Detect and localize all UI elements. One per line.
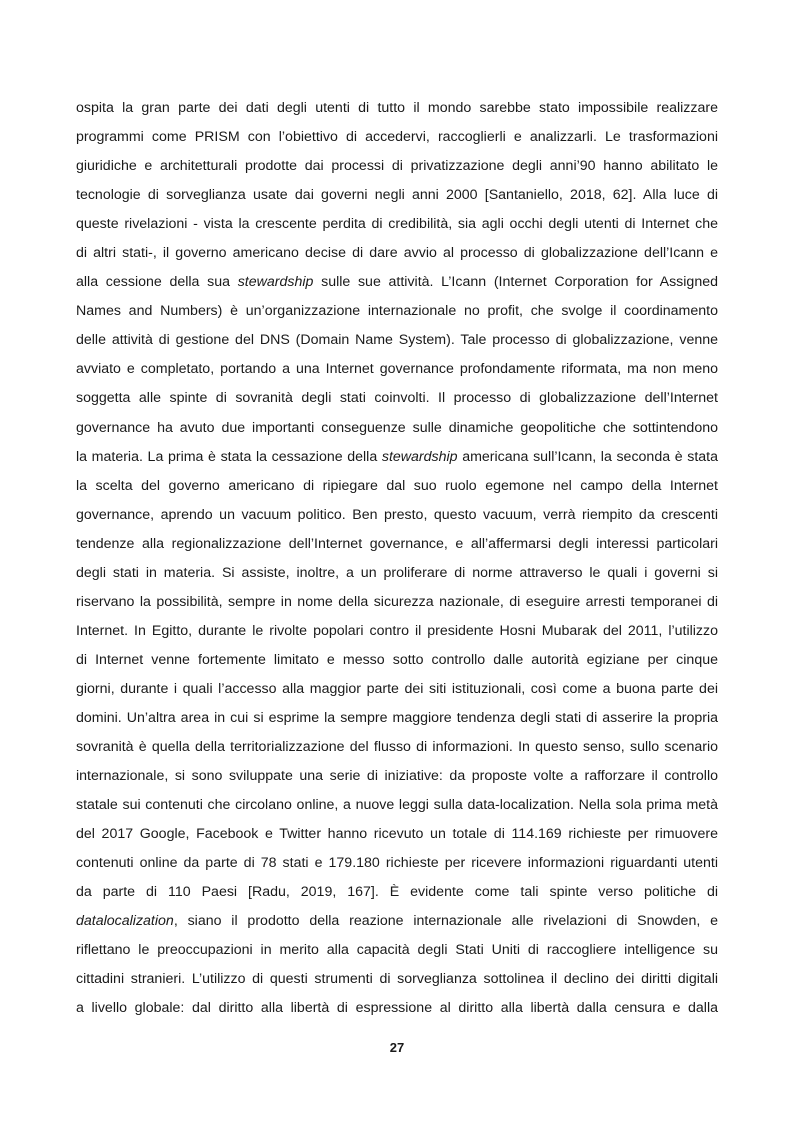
text-run: americana sull’Icann, la seconda è stata: [457, 448, 719, 465]
text-line: [76, 472, 718, 501]
text-line: [76, 588, 718, 617]
text-run: sovranità è quella della territorializzazione del flusso di informazioni. In questo senso, sullo scenario: [76, 739, 718, 756]
text-run: di Internet venne fortemente limitato e messo sotto controllo dalle autorità egiziane per cinque: [76, 651, 718, 668]
text-run: tendenze alla regionalizzazione dell’Internet governance, e all’affermarsi degli interessi particolari: [76, 535, 718, 552]
text-line: [76, 152, 718, 181]
text-run: avviato e completato, portando a una Internet governance profondamente riformata, ma non meno: [76, 361, 718, 378]
text-run: riservano la possibilità, sempre in nome della sicurezza nazionale, di eseguire arresti temporanei di: [76, 593, 718, 610]
text-run: alla cessione della sua: [76, 274, 238, 291]
body-text: [76, 94, 718, 1024]
text-line: [76, 501, 718, 530]
text-line: [76, 239, 718, 268]
text-run: queste rivelazioni - vista la crescente perdita di credibilità, sia agli occhi degli utenti di Internet che: [76, 216, 718, 233]
text-line: [76, 268, 718, 297]
text-run: cittadini stranieri. L’utilizzo di questi strumenti di sorveglianza sottolinea il declino dei diritti digitali: [76, 971, 718, 988]
text-run: degli stati in materia. Si assiste, inoltre, a un proliferare di norme attraverso le quali i governi si: [76, 564, 718, 581]
text-run: governance ha avuto due importanti conseguenze sulle dinamiche geopolitiche che sottintendono: [76, 419, 718, 436]
text-line: [76, 326, 718, 355]
text-run: statale sui contenuti che circolano online, a nuove leggi sulla data-localization. Nella sola prima metà: [76, 797, 718, 814]
text-run: Names and Numbers) è un’organizzazione internazionale no profit, che svolge il coordinamento: [76, 303, 718, 320]
text-run: giorni, durante i quali l’accesso alla maggior parte dei siti istituzionali, così come a buona parte dei: [76, 680, 718, 697]
text-run: la scelta del governo americano di ripiegare dal suo ruolo egemone nel campo della Internet: [76, 477, 718, 494]
italic-term: stewardship: [381, 448, 458, 465]
text-run: delle attività di gestione del DNS (Domain Name System). Tale processo di globalizzazione, venne: [76, 332, 718, 349]
text-run: internazionale, si sono sviluppate una serie di iniziative: da proposte volte a rafforzare il controllo: [76, 768, 718, 785]
text-run: programmi come PRISM con l’obiettivo di accedervi, raccoglierli e analizzarli. Le trasformazioni: [76, 129, 718, 146]
text-line: [76, 878, 718, 907]
text-run: , siano il prodotto della reazione internazionale alle rivelazioni di Snowden, e: [173, 913, 718, 930]
text-line: [76, 907, 718, 936]
text-run: la materia. La prima è stata la cessazione della: [76, 448, 382, 465]
text-run: soggetta alle spinte di sovranità degli stati coinvolti. Il processo di globalizzazione dell’Internet: [76, 390, 718, 407]
text-line: [76, 704, 718, 733]
page-number: 27: [389, 1040, 405, 1055]
text-run: del 2017 Google, Facebook e Twitter hanno ricevuto un totale di 114.169 richieste per rimuovere: [76, 826, 718, 843]
text-run: da parte di 110 Paesi [Radu, 2019, 167]. È evidente come tali spinte verso politiche di: [76, 884, 718, 901]
text-run: governance, aprendo un vacuum politico. Ben presto, questo vacuum, verrà riempito da crescenti: [76, 506, 718, 523]
text-run: giuridiche e architetturali prodotte dai processi di privatizzazione degli anni’90 hanno abilitato le: [76, 158, 718, 175]
text-line: [76, 414, 718, 443]
text-line: [76, 762, 718, 791]
text-line: [76, 936, 718, 965]
text-line: [76, 994, 718, 1023]
text-line: [76, 791, 718, 820]
text-line: [76, 820, 718, 849]
text-run: riflettano le preoccupazioni in merito alla capacità degli Stati Uniti di raccogliere intelligence su: [76, 942, 718, 959]
text-line: [76, 675, 718, 704]
text-run: contenuti online da parte di 78 stati e 179.180 richieste per ricevere informazioni riguardanti utenti: [76, 855, 718, 872]
text-run: sulle sue attività. L’Icann (Internet Corporation for Assigned: [313, 274, 718, 291]
text-run: ospita la gran parte dei dati degli utenti di tutto il mondo sarebbe stato impossibile realizzare: [76, 100, 718, 116]
text-line: [76, 94, 718, 123]
italic-term: stewardship: [237, 274, 314, 291]
text-line: [76, 181, 718, 210]
text-line: [76, 646, 718, 675]
text-run: tecnologie di sorveglianza usate dai governi negli anni 2000 [Santaniello, 2018, 62]. Alla luce di: [76, 187, 718, 204]
text-run: domini. Un’altra area in cui si esprime la sempre maggiore tendenza degli stati di asserire la propria: [76, 709, 718, 726]
text-line: [76, 210, 718, 239]
italic-term: datalocalization: [76, 913, 174, 930]
text-line: [76, 965, 718, 994]
text-line: [76, 530, 718, 559]
text-line: [76, 733, 718, 762]
text-line: [76, 849, 718, 878]
text-line: [76, 355, 718, 384]
text-line: [76, 617, 718, 646]
text-line: [76, 559, 718, 588]
text-run: di altri stati-, il governo americano decise di dare avvio al processo di globalizzazione dell’Icann e: [76, 245, 718, 262]
text-run: a livello globale: dal diritto alla libertà di espressione al diritto alla libertà dalla censura e dalla: [76, 1000, 718, 1017]
text-run: Internet. In Egitto, durante le rivolte popolari contro il presidente Hosni Mubarak del 2011, l’utilizzo: [76, 622, 718, 639]
text-line: [76, 123, 718, 152]
text-line: [76, 384, 718, 413]
text-line: [76, 443, 718, 472]
text-line: [76, 297, 718, 326]
